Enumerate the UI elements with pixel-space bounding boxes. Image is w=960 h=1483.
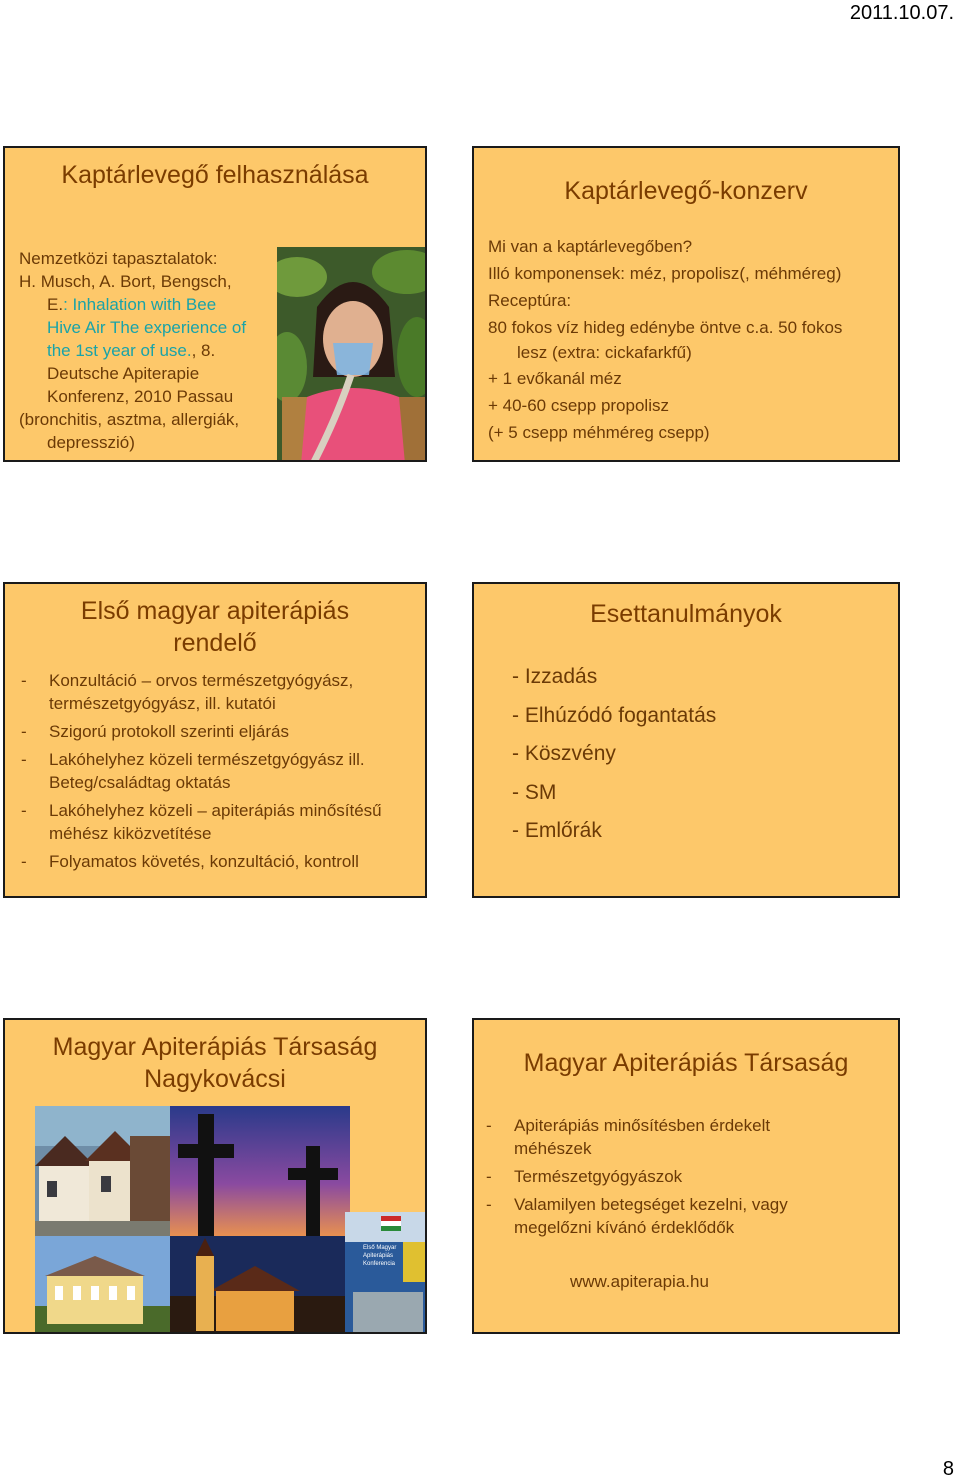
text-line: lesz (extra: cickafarkfű) [517,343,692,362]
chapel-photo [170,1236,345,1334]
slide-kaptarlevego-felhasznalasa [3,146,427,462]
crosses-at-dusk-photo [170,1106,350,1236]
text-line: (bronchitis, asztma, allergiák, [19,410,240,429]
slide-body [488,233,898,446]
manor-house-photo [35,1236,170,1334]
text-line: 80 fokos víz hideg edénybe öntve c.a. 50 fokos [488,318,843,337]
slide-elso-magyar-apiterapias-rendelo [3,582,427,898]
website-link[interactable]: www.apiterapia.hu [570,1272,709,1291]
slide-body [19,247,274,454]
text-line: Deutsche Apiterapie [47,364,200,383]
slide-list [21,669,421,878]
text-fragment: , 8. [191,341,216,360]
text-line: depresszió) [47,433,135,452]
slide-kaptarlevego-konzerv [472,146,900,462]
document-date: 2011.10.07. [849,2,954,24]
list-item: - Valamilyen betegséget kezelni, vagy megelőzni kívánó érdeklődők [486,1193,836,1239]
slide-title: Kaptárlevegő felhasználása [61,161,369,189]
text-line: Konferenz, 2010 Passau [47,387,234,406]
list-item: - Emlőrák [512,819,602,842]
list-item: - SM [512,780,557,804]
slide-title: Magyar Apiterápiás Társaság [523,1049,849,1077]
list-item: - Folyamatos követés, konzultáció, kontroll [21,850,421,873]
slide-title: Kaptárlevegő-konzerv [564,177,808,205]
reference-title: Hive Air The experience of [47,318,247,337]
village-houses-photo [35,1106,170,1236]
inhalation-photo [277,247,427,462]
text-line: Receptúra: [488,291,572,310]
text-line: (+ 5 csepp méhméreg csepp) [488,423,710,442]
text-fragment: E. [47,295,64,314]
slide-title: Esettanulmányok [590,600,782,628]
title-line: rendelő [173,629,257,657]
slide-list [486,1114,836,1244]
text-line [19,339,274,362]
poster-text: Első Magyar Apiterápiás Konferencia [363,1245,397,1267]
case-list [512,658,716,851]
text-line: + 40-60 csepp propolisz [488,396,669,415]
list-item: - Lakóhelyhez közeli természetgyógyász ill. Beteg/családtag oktatás [21,748,421,794]
list-item: - Szigorú protokoll szerinti eljárás [21,720,421,743]
text-line [19,293,274,316]
list-item: - Köszvény [512,742,616,765]
text-line: Illó komponensek: méz, propolisz(, méhméreg) [488,264,842,283]
slide-magyar-apiterapias-tarsasag-nagykovacsi [3,1018,427,1334]
text-line: + 1 evőkanál méz [488,369,622,388]
slide-title [5,595,425,659]
list-item: - Apiterápiás minősítésben érdekelt méhészek [486,1114,836,1160]
title-line: Első magyar apiterápiás [80,597,350,625]
page-number: 8 [942,1458,954,1480]
list-item: - Természetgyógyászok [486,1165,836,1188]
slide-magyar-apiterapias-tarsasag [472,1018,900,1334]
slide-title [5,1031,425,1095]
title-line: Magyar Apiterápiás Társaság [52,1033,378,1061]
text-line: Nemzetközi tapasztalatok: [19,249,218,268]
list-item: - Konzultáció – orvos természetgyógyász, természetgyógyász, ill. kutatói [21,669,421,715]
reference-title: : Inhalation with Bee [63,295,217,314]
conference-poster-photo [345,1212,427,1334]
title-line: Nagykovácsi [144,1065,286,1093]
list-item: - Elhúzódó fogantatás [512,703,717,727]
text-line: Mi van a kaptárlevegőben? [488,237,693,256]
text-line: H. Musch, A. Bort, Bengsch, [19,272,232,291]
list-item: - Izzadás [512,665,598,688]
list-item: - Lakóhelyhez közeli – apiterápiás minősítésű méhész kiközvetítése [21,799,421,845]
slide-esettanulmanyok [472,582,900,898]
reference-title: the 1st year of use. [47,341,192,360]
